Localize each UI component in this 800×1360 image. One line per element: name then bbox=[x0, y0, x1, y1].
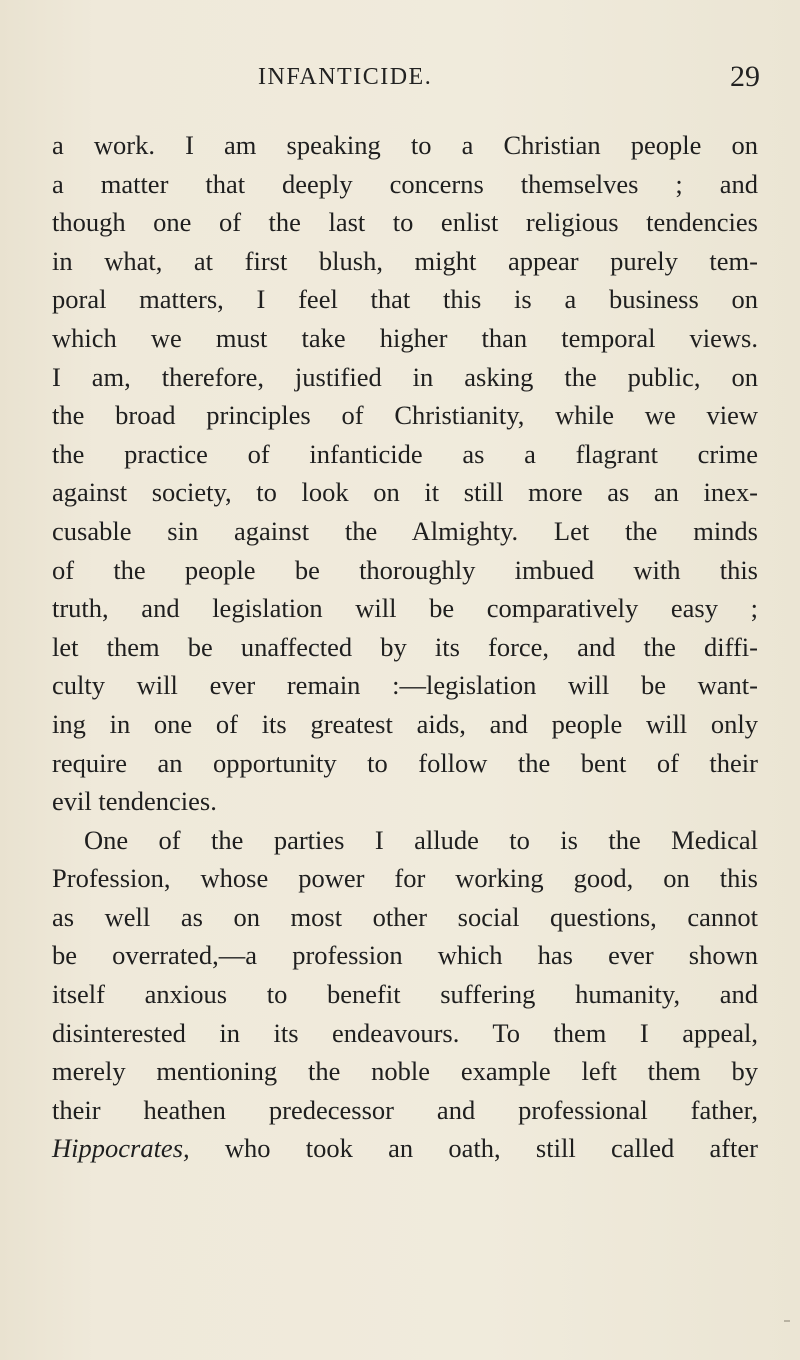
text-line: of the people be thoroughly imbued with this bbox=[52, 554, 758, 585]
text-line: truth, and legislation will be comparatively easy ; bbox=[52, 593, 758, 624]
text-line: a matter that deeply concerns themselves ; and bbox=[52, 168, 758, 199]
text-line: let them be unaffected by its force, and the diffi- bbox=[52, 631, 758, 662]
text-line: a work. I am speaking to a Christian people on bbox=[52, 130, 758, 160]
text-line: be overrated,—a profession which has ever shown bbox=[52, 940, 758, 971]
scan-mark bbox=[784, 1320, 790, 1322]
text-line: I am, therefore, justified in asking the public, on bbox=[52, 361, 758, 392]
text-line: their heathen predecessor and professional father, bbox=[52, 1094, 758, 1125]
text-line: One of the parties I allude to is the Medical bbox=[84, 824, 758, 855]
italic-name: Hippocrates, bbox=[52, 1133, 190, 1164]
text-line: against society, to look on it still more as an inex- bbox=[52, 477, 758, 508]
text-line: cusable sin against the Almighty. Let the minds bbox=[52, 515, 758, 546]
text-line: the broad principles of Christianity, while we view bbox=[52, 400, 758, 431]
text-line: itself anxious to benefit suffering humanity, and bbox=[52, 979, 758, 1010]
text-line: evil tendencies. bbox=[52, 786, 217, 817]
text-line: disinterested in its endeavours. To them I appeal, bbox=[52, 1017, 758, 1048]
text-line-final bbox=[52, 1129, 758, 1168]
page-header bbox=[52, 60, 760, 104]
paragraph-2 bbox=[52, 821, 758, 1168]
text-line: which we must take higher than temporal views. bbox=[52, 322, 758, 353]
body-text bbox=[52, 126, 758, 1168]
running-head: INFANTICIDE. bbox=[258, 64, 433, 90]
text-line: as well as on most other social questions, cannot bbox=[52, 901, 758, 932]
text-line: ing in one of its greatest aids, and people will only bbox=[52, 708, 758, 739]
text-line: Profession, whose power for working good, on this bbox=[52, 863, 758, 894]
text-line: the practice of infanticide as a flagrant crime bbox=[52, 438, 758, 469]
text-line: merely mentioning the noble example left them by bbox=[52, 1056, 758, 1087]
page-number: 29 bbox=[730, 60, 760, 93]
text-line: poral matters, I feel that this is a business on bbox=[52, 284, 758, 315]
text-line: in what, at first blush, might appear purely tem- bbox=[52, 245, 758, 276]
paragraph-1 bbox=[52, 126, 758, 821]
text-line: require an opportunity to follow the bent of their bbox=[52, 747, 758, 778]
text-line: culty will ever remain :—legislation will be want- bbox=[52, 670, 758, 701]
text-line-rest: who took an oath, still called after bbox=[189, 1133, 758, 1164]
text-line: though one of the last to enlist religious tendencies bbox=[52, 207, 758, 238]
